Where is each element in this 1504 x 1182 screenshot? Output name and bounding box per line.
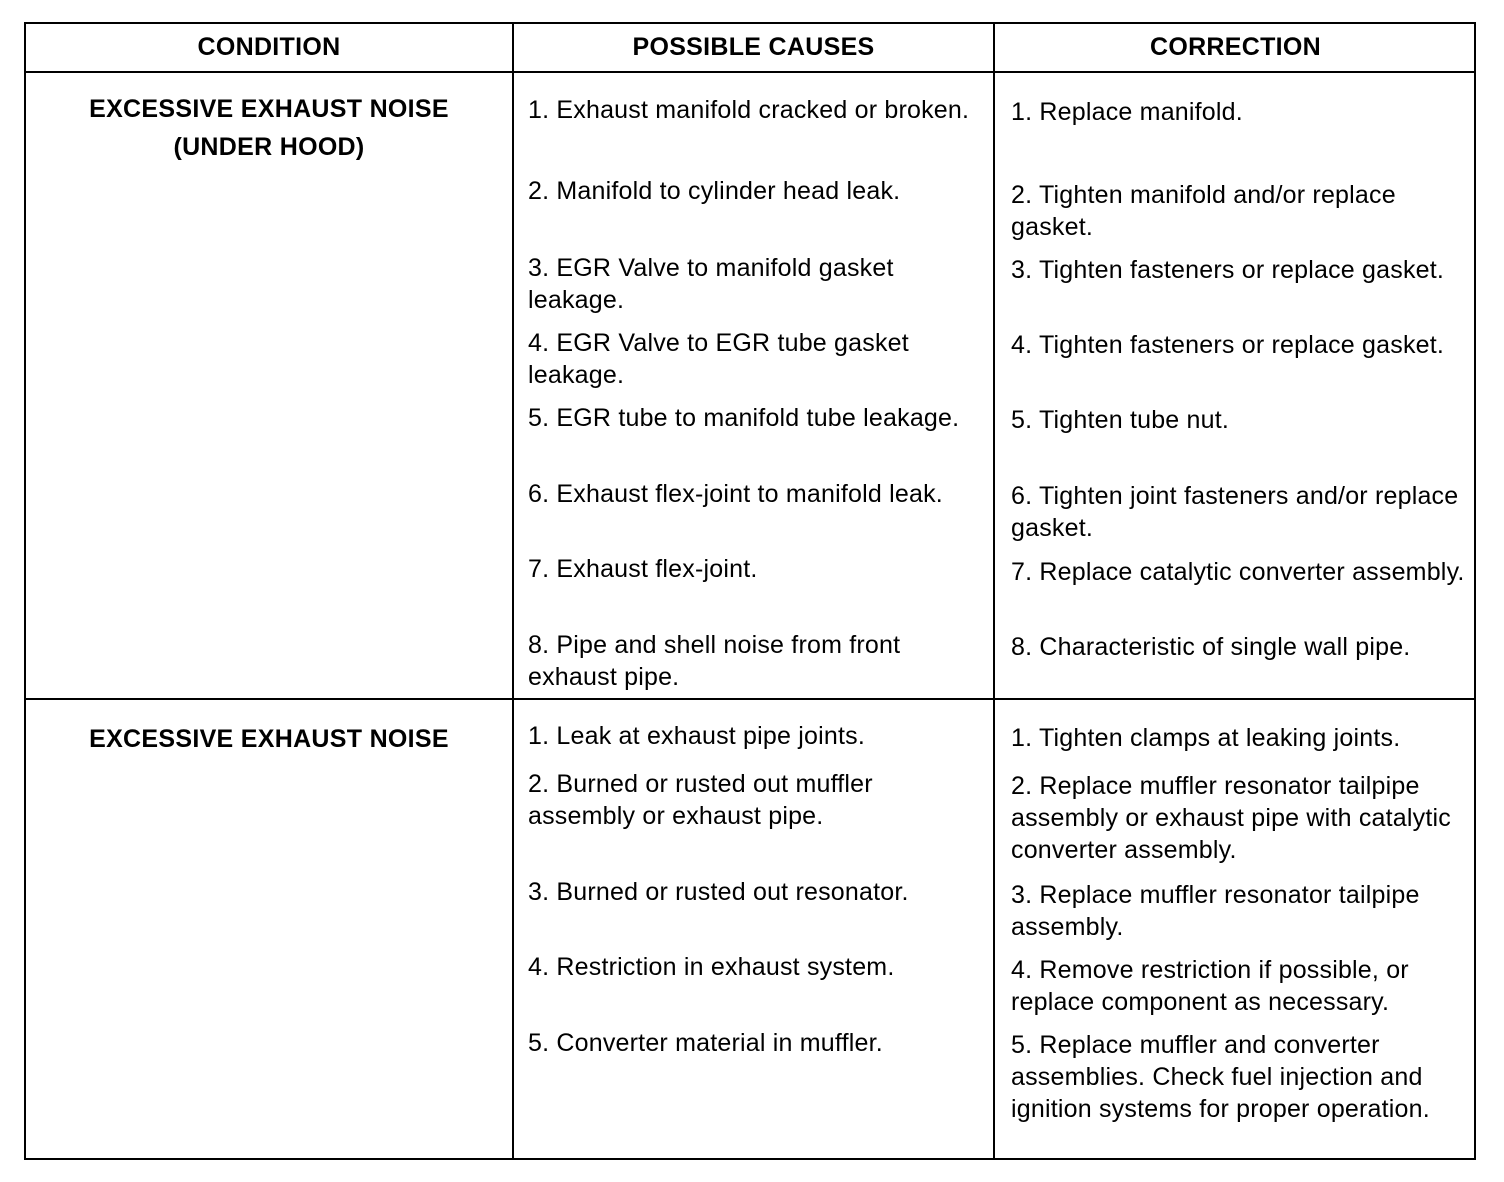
correction-item: 5. Tighten tube nut. (1011, 406, 1230, 434)
correction-item: 8. Characteristic of single wall pipe. (1011, 633, 1411, 661)
correction-item: 2. Tighten manifold and/or replace gasket. (1011, 181, 1396, 241)
correction-item: 5. Replace muffler and converter assemblies. Check fuel injection and ignition systems for proper operation. (1011, 1031, 1430, 1123)
correction-item: 1. Tighten clamps at leaking joints. (1011, 724, 1401, 752)
correction-item: 7. Replace catalytic converter assembly. (1011, 558, 1465, 586)
cause-item: 1. Leak at exhaust pipe joints. (528, 722, 865, 750)
condition-subtext: (UNDER HOOD) (173, 133, 365, 161)
condition-text: EXCESSIVE EXHAUST NOISE (89, 95, 449, 123)
correction-item: 3. Replace muffler resonator tailpipe assembly. (1011, 881, 1420, 941)
cause-item: 2. Burned or rusted out muffler assembly or exhaust pipe. (528, 770, 873, 830)
cause-item: 1. Exhaust manifold cracked or broken. (528, 96, 970, 124)
correction-item: 2. Replace muffler resonator tailpipe assembly or exhaust pipe with catalytic converter assembly. (1011, 772, 1451, 864)
correction-item: 3. Tighten fasteners or replace gasket. (1011, 256, 1445, 284)
troubleshooting-table (24, 22, 1476, 1160)
cause-item: 5. EGR tube to manifold tube leakage. (528, 404, 960, 432)
condition-cell (26, 720, 512, 758)
cause-item: 4. EGR Valve to EGR tube gasket leakage. (528, 329, 909, 389)
cause-item: 6. Exhaust flex-joint to manifold leak. (528, 480, 943, 508)
cause-item: 7. Exhaust flex-joint. (528, 555, 758, 583)
cause-item: 3. EGR Valve to manifold gasket leakage. (528, 254, 894, 314)
cause-item: 5. Converter material in muffler. (528, 1029, 883, 1057)
row-divider (26, 698, 1474, 700)
correction-item: 4. Tighten fasteners or replace gasket. (1011, 331, 1445, 359)
cause-item: 8. Pipe and shell noise from front exhaust pipe. (528, 631, 901, 691)
header-correction: CORRECTION (1149, 33, 1322, 61)
cause-item: 2. Manifold to cylinder head leak. (528, 177, 901, 205)
correction-item: 4. Remove restriction if possible, or replace component as necessary. (1011, 956, 1409, 1016)
column-divider (512, 24, 514, 1158)
header-condition: CONDITION (197, 33, 341, 61)
correction-item: 1. Replace manifold. (1011, 98, 1243, 126)
cause-item: 4. Restriction in exhaust system. (528, 953, 895, 981)
cause-item: 3. Burned or rusted out resonator. (528, 878, 909, 906)
header-possible-causes: POSSIBLE CAUSES (632, 33, 875, 61)
header-divider (26, 71, 1474, 73)
correction-item: 6. Tighten joint fasteners and/or replace gasket. (1011, 482, 1459, 542)
column-divider (993, 24, 995, 1158)
condition-cell (26, 90, 512, 166)
condition-text: EXCESSIVE EXHAUST NOISE (89, 725, 449, 753)
